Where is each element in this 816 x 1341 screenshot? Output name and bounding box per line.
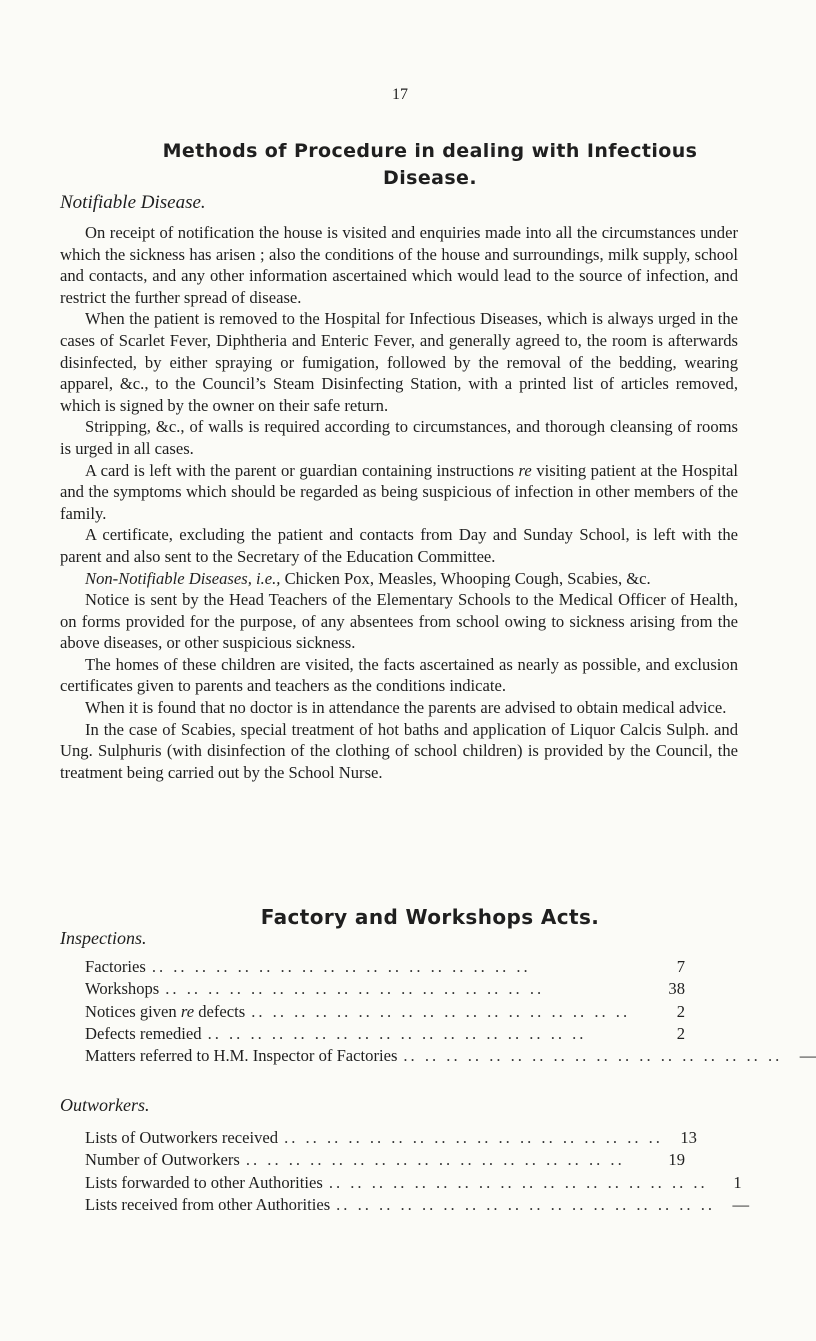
item-value: — [732,1194,750,1214]
item-value: 38 [668,979,685,999]
item-label [85,1001,245,1023]
item-value: — [799,1046,816,1066]
list-item [85,956,685,978]
p4-text-end: visiting patient at the Hospital and the symptoms which should be regarded as being suspicious of infection in other members of the family. [60,460,738,523]
item-value: 13 [680,1128,697,1147]
p4-re: re [518,460,532,480]
list-item [85,1172,742,1194]
dot-leader: .. .. .. .. .. .. .. .. .. .. .. .. .. .. .. .. .. .. [245,1150,625,1170]
item-value: 7 [676,957,685,976]
p4-text-start: A card is left with the parent or guardian containing instructions [85,460,519,480]
dot-leader: .. .. .. .. .. .. .. .. .. .. .. .. .. .. .. .. .. .. [403,1046,783,1066]
list-item [85,1001,685,1023]
item-value: 1 [733,1172,742,1192]
notifiable-paragraph-3: Stripping, &c., of walls is required according to circumstances, and thorough cleansing of rooms is urged in all cases. [60,417,738,458]
non-notifiable-ie: i.e., [256,568,281,588]
label-re: re [180,1001,195,1021]
dot-leader: .. .. .. .. .. .. .. .. .. .. .. .. .. .. .. .. .. .. [151,957,531,976]
list-item [85,1023,685,1045]
dot-leader: .. .. .. .. .. .. .. .. .. .. .. .. .. .. .. .. .. .. [207,1023,587,1043]
outworkers-list [85,1127,750,1216]
dot-leader: .. .. .. .. .. .. .. .. .. .. .. .. .. .. .. .. .. .. [336,1194,716,1214]
item-label: Workshops [85,979,160,999]
item-label: Lists of Outworkers received [85,1128,279,1147]
dot-leader: .. .. .. .. .. .. .. .. .. .. .. .. .. .. .. .. .. .. [328,1172,708,1192]
list-item [85,1149,685,1171]
notifiable-paragraph-4 [60,460,738,525]
dot-leader: .. .. .. .. .. .. .. .. .. .. .. .. .. .. .. .. .. .. [251,1001,631,1021]
page-title-line-1: Methods of Procedure in dealing with Infectious [162,140,698,162]
item-value: 19 [668,1150,685,1170]
non-notifiable-heading [60,568,738,590]
item-value: 2 [676,1001,685,1021]
item-label: Lists received from other Authorities [85,1194,331,1214]
item-label: Lists forwarded to other Authorities [85,1172,323,1192]
page-title [110,138,750,192]
notifiable-paragraph-1: On receipt of notification the house is visited and enquiries made into all the circumstances under which the sickness has arisen ; also the conditions of the house and surroundings, milk supply, school and contacts, and any other information ascertained which would lead to the source of infection, and restrict the further spread of disease. [60,223,738,307]
notifiable-paragraph-2: When the patient is removed to the Hospital for Infectious Diseases, which is always urged in the cases of Scarlet Fever, Diphtheria and Enteric Fever, and generally agreed to, the room is afterwards disinfected, by either spraying or fumigation, followed by the removal of the bedding, wearing apparel, &c., to the Council’s Steam Disinfecting Station, with a printed list of articles removed, which is signed by the owner on their safe return. [60,309,738,415]
page-number: 17 [392,86,408,103]
list-item [85,978,685,1000]
item-value: 2 [676,1023,685,1043]
non-notifiable-paragraph-3: When it is found that no doctor is in attendance the parents are advised to obtain medical advice. [85,698,727,718]
notifiable-section [60,222,738,783]
item-label: Factories [85,957,146,976]
non-notifiable-paragraph-1: Notice is sent by the Head Teachers of the Elementary Schools to the Medical Officer of Health, on forms provided for the purpose, of any absentees from school owing to sickness arising from the above diseases, or other suspicious sickness. [60,590,738,653]
list-item [85,1194,750,1216]
item-label: Number of Outworkers [85,1150,240,1170]
dot-leader: .. .. .. .. .. .. .. .. .. .. .. .. .. .. .. .. .. .. [284,1128,663,1147]
page-title-line-2: Disease. [383,167,477,189]
list-item [85,1045,816,1067]
label-start: Notices given [85,1001,181,1021]
non-notifiable-paragraph-2: The homes of these children are visited, the facts ascertained as nearly as possible, and exclusion certificates given to parents and teachers as the conditions indicate. [60,654,738,696]
label-end: defects [194,1001,246,1021]
dot-leader: .. .. .. .. .. .. .. .. .. .. .. .. .. .. .. .. .. .. [165,979,545,999]
non-notifiable-list: Chicken Pox, Measles, Whooping Cough, Scabies, &c. [280,568,651,588]
factory-section-title: Factory and Workshops Acts. [260,905,600,929]
item-label: Defects remedied [85,1023,202,1043]
non-notifiable-paragraph-4: In the case of Scabies, special treatment of hot baths and application of Liquor Calcis Sulph. and Ung. Sulphuris (with disinfection of the clothing of school children) is provided by the Council, the treatment being carried out by the School Nurse. [60,719,738,782]
list-item [85,1127,697,1149]
outworkers-heading: Outworkers. [60,1095,150,1115]
non-notifiable-title: Non-Notifiable Diseases, [85,568,252,588]
item-label: Matters referred to H.M. Inspector of Factories [85,1046,398,1066]
notifiable-heading: Notifiable Disease. [60,192,206,213]
inspections-list [85,956,816,1067]
notifiable-paragraph-5: A certificate, excluding the patient and contacts from Day and Sunday School, is left with the parent and also sent to the Secretary of the Education Committee. [60,525,738,566]
inspections-heading: Inspections. [60,928,147,948]
